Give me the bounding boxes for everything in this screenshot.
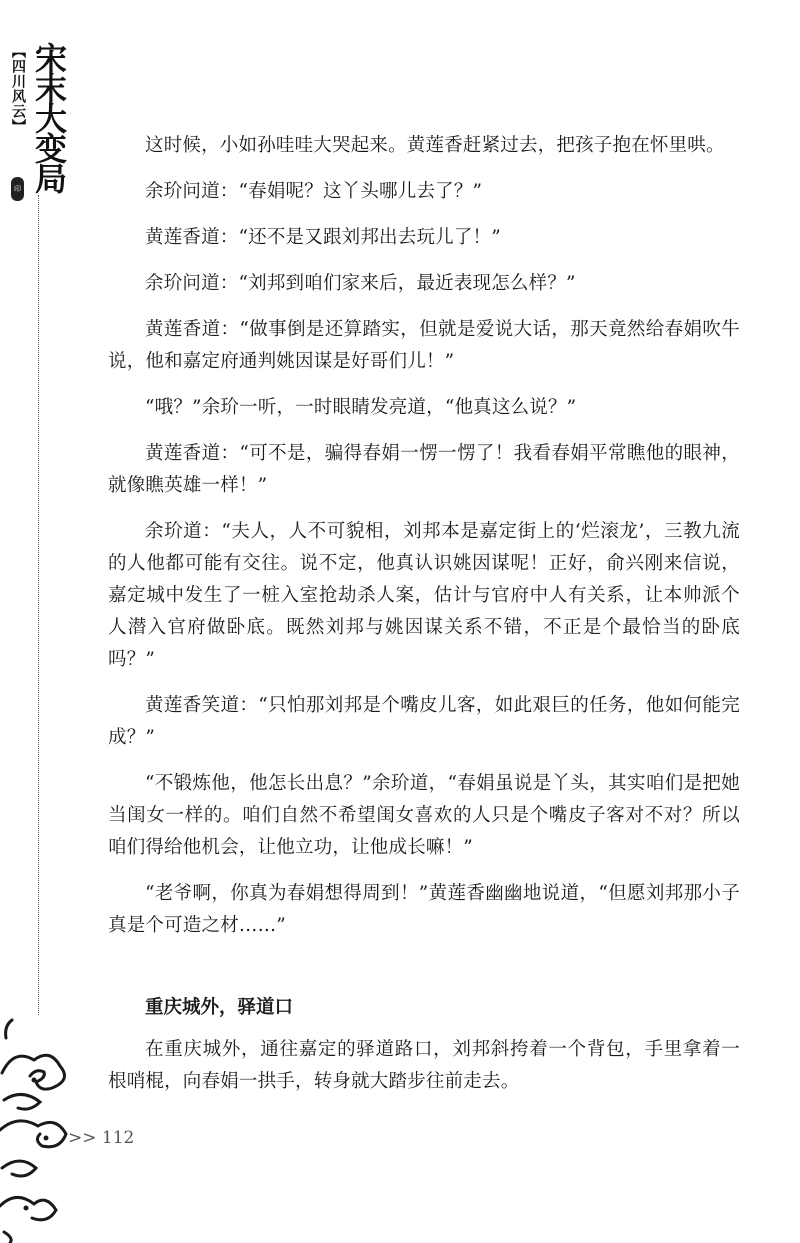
book-title: 宋末大变局 bbox=[30, 42, 68, 192]
seal-text: 印 bbox=[14, 185, 21, 193]
paragraph: 余玠道：“夫人，人不可貌相，刘邦本是嘉定街上的‘烂滚龙’，三教九流的人他都可能有交往。说不定，他真认识姚因谋呢！正好，俞兴刚来信说，嘉定城中发生了一桩入室抢劫杀人案，估计与官府中人有关系，让本帅派个人潜入官府做卧底。既然刘邦与姚因谋关系不错，不正是个最恰当的卧底吗？” bbox=[108, 521, 740, 670]
page-content bbox=[108, 130, 740, 1112]
paragraph: “哦？”余玠一听，一时眼睛发亮道，“他真这么说？” bbox=[145, 397, 577, 418]
series-name: 【四川风云】 bbox=[10, 44, 26, 134]
side-header bbox=[8, 42, 88, 192]
paragraph: “不锻炼他，他怎长出息？”余玠道，“春娟虽说是丫头，其实咱们是把她当闺女一样的。咱们自然不希望闺女喜欢的人只是个嘴皮子客对不对？所以咱们得给他机会，让他立功，让他成长嘛！” bbox=[108, 773, 740, 858]
paragraph: 余玠问道：“刘邦到咱们家来后，最近表现怎么样？” bbox=[145, 273, 576, 294]
paragraph: 黄莲香道：“还不是又跟刘邦出去玩儿了！” bbox=[145, 227, 501, 248]
page-number: >> 112 bbox=[68, 1128, 135, 1148]
margin-dotted-line bbox=[38, 195, 39, 1015]
section-heading: 重庆城外，驿道口 bbox=[145, 997, 294, 1018]
paragraph: 黄莲香道：“可不是，骗得春娟一愣一愣了！我看春娟平常瞧他的眼神，就像瞧英雄一样！” bbox=[108, 443, 740, 496]
cloud-ornament-icon bbox=[0, 1018, 75, 1243]
paragraph: “老爷啊，你真为春娟想得周到！”黄莲香幽幽地说道，“但愿刘邦那小子真是个可造之材……” bbox=[108, 883, 740, 936]
paragraph: 黄莲香道：“做事倒是还算踏实，但就是爱说大话，那天竟然给春娟吹牛说，他和嘉定府通判姚因谋是好哥们儿！” bbox=[108, 319, 740, 372]
paragraph: 黄莲香笑道：“只怕那刘邦是个嘴皮儿客，如此艰巨的任务，他如何能完成？” bbox=[108, 695, 740, 748]
paragraph: 余玠问道：“春娟呢？这丫头哪儿去了？” bbox=[145, 181, 483, 202]
paragraph: 这时候，小如孙哇哇大哭起来。黄莲香赶紧过去，把孩子抱在怀里哄。 bbox=[145, 135, 725, 156]
seal-stamp bbox=[11, 177, 24, 201]
paragraph: 在重庆城外，通往嘉定的驿道路口，刘邦斜挎着一个背包，手里拿着一根哨棍，向春娟一拱手，转身就大踏步往前走去。 bbox=[108, 1039, 740, 1092]
